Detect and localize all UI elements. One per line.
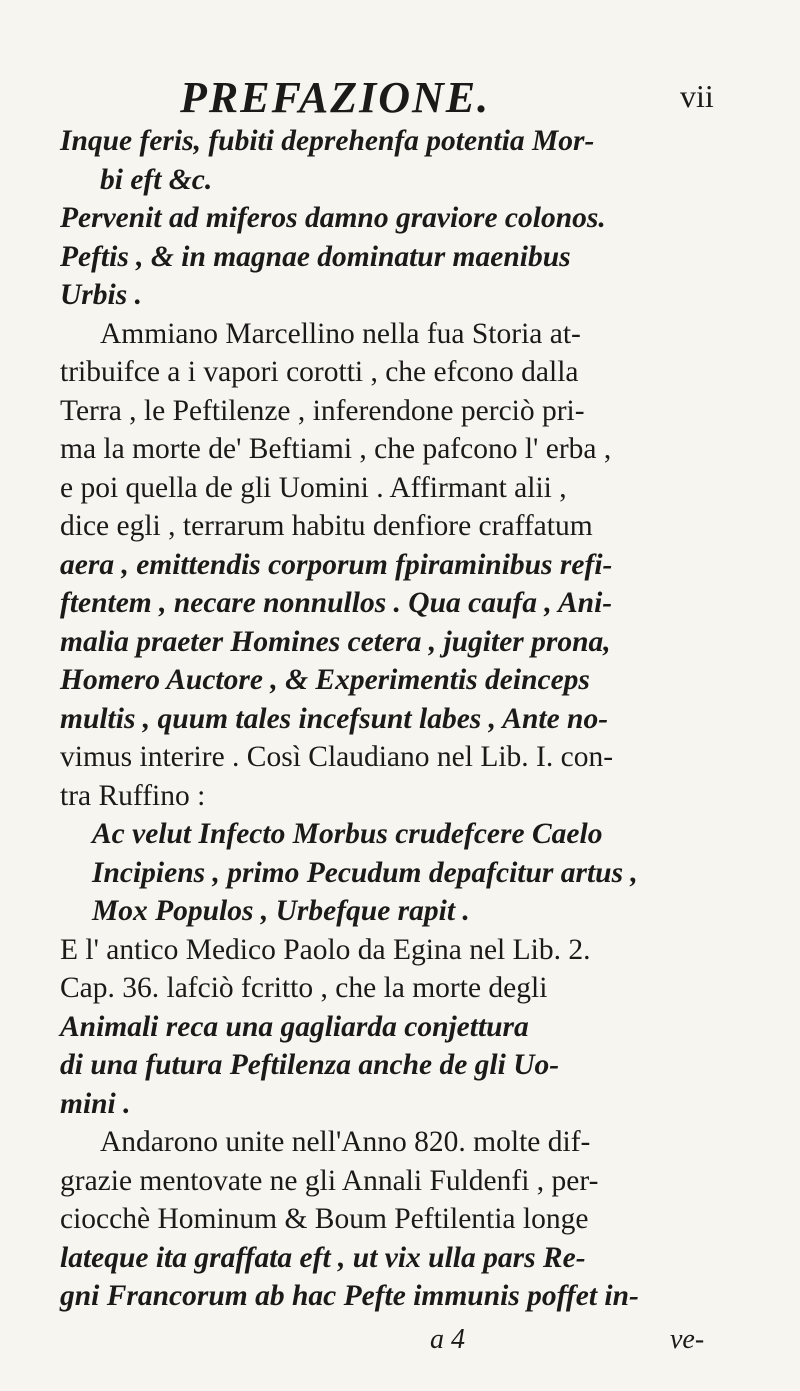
- text-line: ciocchè Hominum & Boum Peftilentia longe: [60, 1203, 589, 1235]
- text-line: gni Francorum ab hac Pefte immunis poffet in-: [60, 1280, 639, 1312]
- page-number: vii: [680, 78, 714, 114]
- text-line: grazie mentovate ne gli Annali Fuldenfi , per-: [60, 1164, 599, 1197]
- text-line: vimus interire . Così Claudiano nel Lib. I. con-: [60, 741, 614, 773]
- text-line: aera , emittendis corporum fpiraminibus refi-: [60, 548, 613, 581]
- page-body: [60, 122, 754, 1316]
- text-line: di una futura Peftilenza anche de gli Uo-: [60, 1049, 560, 1081]
- running-title: PREFAZIONE.: [180, 73, 491, 122]
- text-line: Homero Auctore , & Experimentis deinceps: [60, 664, 590, 696]
- text-line: Mox Populos , Urbefque rapit .: [92, 895, 470, 927]
- text-line: Ammiano Marcellino nella fua Storia at-: [100, 317, 581, 350]
- text-line: lateque ita graffata eft , ut vix ulla pars Re-: [60, 1241, 586, 1274]
- text-line: ma la morte de' Beftiami , che pafcono l' erba ,: [60, 433, 612, 465]
- text-line: multis , quum tales incefsunt labes , Ante no-: [60, 702, 609, 735]
- text-line: tribuifce a i vapori corotti , che efcono dalla: [60, 356, 579, 388]
- text-line: Inque feris, fubiti deprehenfa potentia Mor-: [60, 125, 595, 157]
- text-line: malia praeter Homines cetera , jugiter prona,: [60, 625, 611, 658]
- page-footer: [0, 1324, 800, 1360]
- text-line: tra Ruffino :: [60, 779, 206, 812]
- text-line: Andarono unite nell'Anno 820. molte dif-: [100, 1126, 591, 1158]
- text-line: Terra , le Peftilenze , inferendone perciò pri-: [60, 394, 585, 427]
- page-header: [60, 70, 754, 122]
- text-line: ftentem , necare nonnullos . Qua caufa , Ani-: [60, 587, 613, 619]
- text-line: Ac velut Infecto Morbus crudefcere Caelo: [92, 818, 603, 850]
- text-line: Incipiens , primo Pecudum depafcitur artus ,: [92, 856, 638, 889]
- text-line: bi eft &c.: [100, 163, 213, 196]
- text-line: Animali reca una gagliarda conjettura: [60, 1010, 529, 1043]
- text-line: Urbis .: [60, 279, 142, 311]
- signature-mark: a 4: [430, 1324, 465, 1355]
- text-line: dice egli , terrarum habitu denfiore craffatum: [60, 510, 593, 542]
- text-line: Cap. 36. lafciò fcritto , che la morte degli: [60, 972, 548, 1004]
- text-line: Peftis , & in magnae dominatur maenibus: [60, 240, 571, 273]
- text-line: Pervenit ad miferos damno graviore colonos.: [60, 202, 606, 234]
- catchword: ve-: [670, 1324, 705, 1355]
- text-line: E l' antico Medico Paolo da Egina nel Lib. 2.: [60, 933, 591, 966]
- text-line: e poi quella de gli Uomini . Affirmant alii ,: [60, 471, 567, 504]
- text-line: mini .: [60, 1087, 131, 1120]
